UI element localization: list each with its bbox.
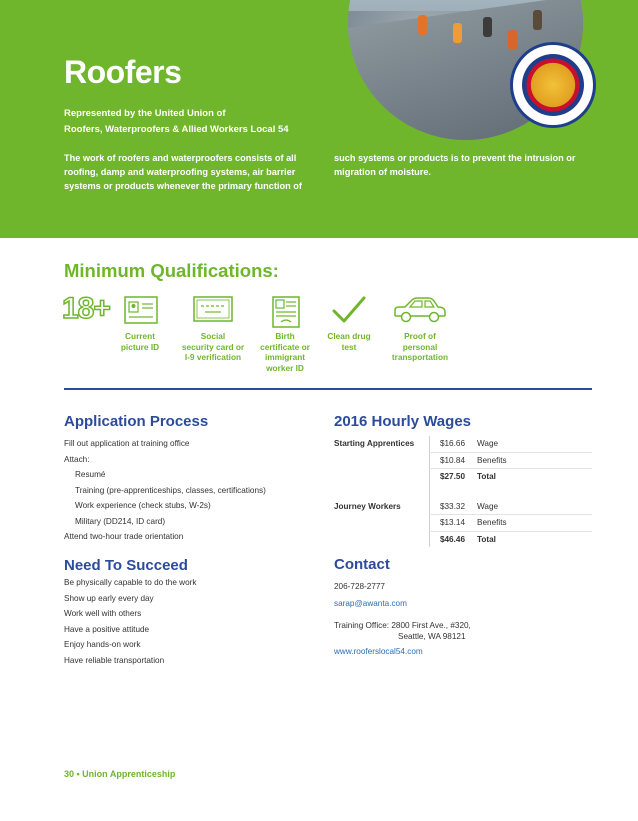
car-icon [392,296,448,324]
intro-text-col2: such systems or products is to prevent the intrusion or migration of moisture. [334,153,576,177]
contact-email-link[interactable]: sarap@awanta.com [334,599,407,608]
qualifications-title: Minimum Qualifications: [64,260,279,281]
contact-website-link[interactable]: www.rooferslocal54.com [334,647,423,656]
list-item: Resumé [75,470,106,479]
succeed-list [64,575,196,668]
birth-certificate-icon [272,296,300,328]
header-banner [0,0,638,238]
list-item: Training (pre-apprenticeships, classes, certifications) [75,485,266,495]
contact-office-line2: Seattle, WA 98121 [398,632,466,641]
succeed-title: Need To Succeed [64,557,188,574]
table-row: $27.50 Total [334,469,592,485]
list-item: Have reliable transportation [64,655,165,665]
qualification-label-birth: Birth certificate or immigrant worker ID [260,331,310,373]
intro-text-col1: The work of roofers and waterproofers consists of all roofing, damp and waterproofing systems, air barrier systems or products whenever the primary function of [64,153,302,191]
checkmark-icon [332,296,366,324]
contact-phone: 206-728-2777 [334,582,385,591]
section-divider [64,388,592,390]
qualification-label-transportation: Proof of personal transportation [391,331,449,362]
list-item: Military (DD214, ID card) [75,516,166,526]
age-requirement: 18+ [62,292,110,325]
list-item: Be physically capable to do the work [64,578,197,587]
application-list [64,436,266,545]
table-row: Starting Apprentices $16.66 Wage [334,436,592,452]
page-title: Roofers [64,54,182,90]
list-item: Have a positive attitude [64,624,150,634]
union-subtitle: Represented by the United Union of Roofers, Waterproofers & Allied Workers Local 54 [64,108,289,135]
list-item: Attend two-hour trade orientation [64,532,184,541]
social-security-card-icon [193,296,233,322]
id-card-icon [124,296,158,324]
union-seal-logo [510,42,596,128]
list-item: Work experience (check stubs, W-2s) [75,501,211,510]
list-item: Work well with others [64,609,142,618]
list-item: Show up early every day [64,593,154,603]
list-item: Fill out application at training office [64,439,190,448]
qualification-label-drug-test: Clean drug test [327,331,371,352]
contact-office-line1: Training Office: 2800 First Ave., #320, [334,621,471,630]
table-row: $10.84 Benefits [334,452,592,469]
page-footer: 30 • Union Apprenticeship [64,769,176,779]
qualification-label-id: Current picture ID [120,331,160,352]
wages-table [334,436,592,547]
contact-title: Contact [334,556,390,573]
qualification-label-ssn: Social security card or I-9 verification [181,331,245,362]
table-row: $46.46 Total [334,531,592,547]
wages-title: 2016 Hourly Wages [334,413,471,430]
list-item: Enjoy hands-on work [64,640,141,649]
table-row: $13.14 Benefits [334,515,592,532]
list-item: Attach: [64,454,90,464]
table-row: Journey Workers $33.32 Wage [334,499,592,515]
application-title: Application Process [64,413,209,430]
